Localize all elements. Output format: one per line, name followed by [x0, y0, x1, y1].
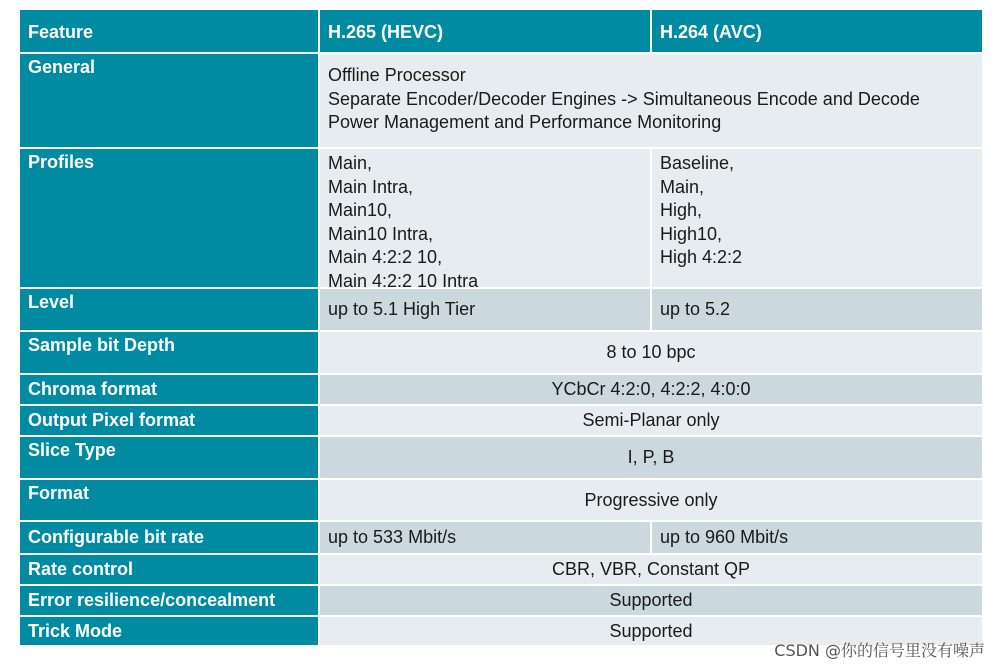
chroma-format-value: YCbCr 4:2:0, 4:2:2, 4:0:0	[320, 375, 984, 406]
feature-comparison-table	[20, 10, 984, 647]
trick-mode-value: Supported	[320, 617, 984, 647]
general-line: Offline Processor	[328, 65, 466, 85]
row-label-chroma-format: Chroma format	[20, 375, 320, 406]
profile-item: Main 4:2:2 10,	[328, 247, 443, 267]
profile-item: Main 4:2:2 10 Intra	[328, 270, 479, 289]
row-label-format: Format	[20, 480, 320, 522]
output-pixel-format-value: Semi-Planar only	[320, 406, 984, 437]
row-label-configurable-bit-rate: Configurable bit rate	[20, 522, 320, 555]
row-label-sample-bit-depth: Sample bit Depth	[20, 332, 320, 375]
header-feature: Feature	[20, 10, 320, 54]
profile-item: Main Intra,	[328, 176, 414, 197]
row-label-rate-control: Rate control	[20, 555, 320, 586]
header-hevc: H.265 (HEVC)	[320, 10, 652, 54]
level-hevc: up to 5.1 High Tier	[320, 289, 652, 332]
row-label-trick-mode: Trick Mode	[20, 617, 320, 647]
profiles-avc	[652, 149, 984, 289]
bit-rate-avc: up to 960 Mbit/s	[652, 522, 984, 555]
profile-item: High 4:2:2	[660, 247, 743, 267]
profiles-hevc	[320, 149, 652, 289]
slice-type-value: I, P, B	[320, 437, 984, 480]
format-value: Progressive only	[320, 480, 984, 522]
general-value	[320, 54, 984, 149]
profile-item: High10,	[660, 223, 723, 244]
row-label-level: Level	[20, 289, 320, 332]
row-label-slice-type: Slice Type	[20, 437, 320, 480]
error-resilience-value: Supported	[320, 586, 984, 617]
row-label-profiles: Profiles	[20, 149, 320, 289]
csdn-watermark: CSDN @你的信号里没有噪声	[774, 641, 985, 660]
header-avc: H.264 (AVC)	[652, 10, 984, 54]
general-line: Power Management and Performance Monitoring	[328, 112, 722, 132]
profile-item: Main,	[660, 176, 705, 197]
profile-item: Main10,	[328, 200, 393, 220]
sample-bit-depth-value: 8 to 10 bpc	[320, 332, 984, 375]
profile-item: Main10 Intra,	[328, 223, 434, 244]
profile-item: Main,	[328, 153, 373, 173]
profile-item: Baseline,	[660, 153, 735, 173]
bit-rate-hevc: up to 533 Mbit/s	[320, 522, 652, 555]
level-avc: up to 5.2	[652, 289, 984, 332]
rate-control-value: CBR, VBR, Constant QP	[320, 555, 984, 586]
row-label-general: General	[20, 54, 320, 149]
row-label-output-pixel-format: Output Pixel format	[20, 406, 320, 437]
profile-item: High,	[660, 200, 703, 220]
row-label-error-resilience: Error resilience/concealment	[20, 586, 320, 617]
general-line: Separate Encoder/Decoder Engines -> Simultaneous Encode and Decode	[328, 88, 920, 109]
